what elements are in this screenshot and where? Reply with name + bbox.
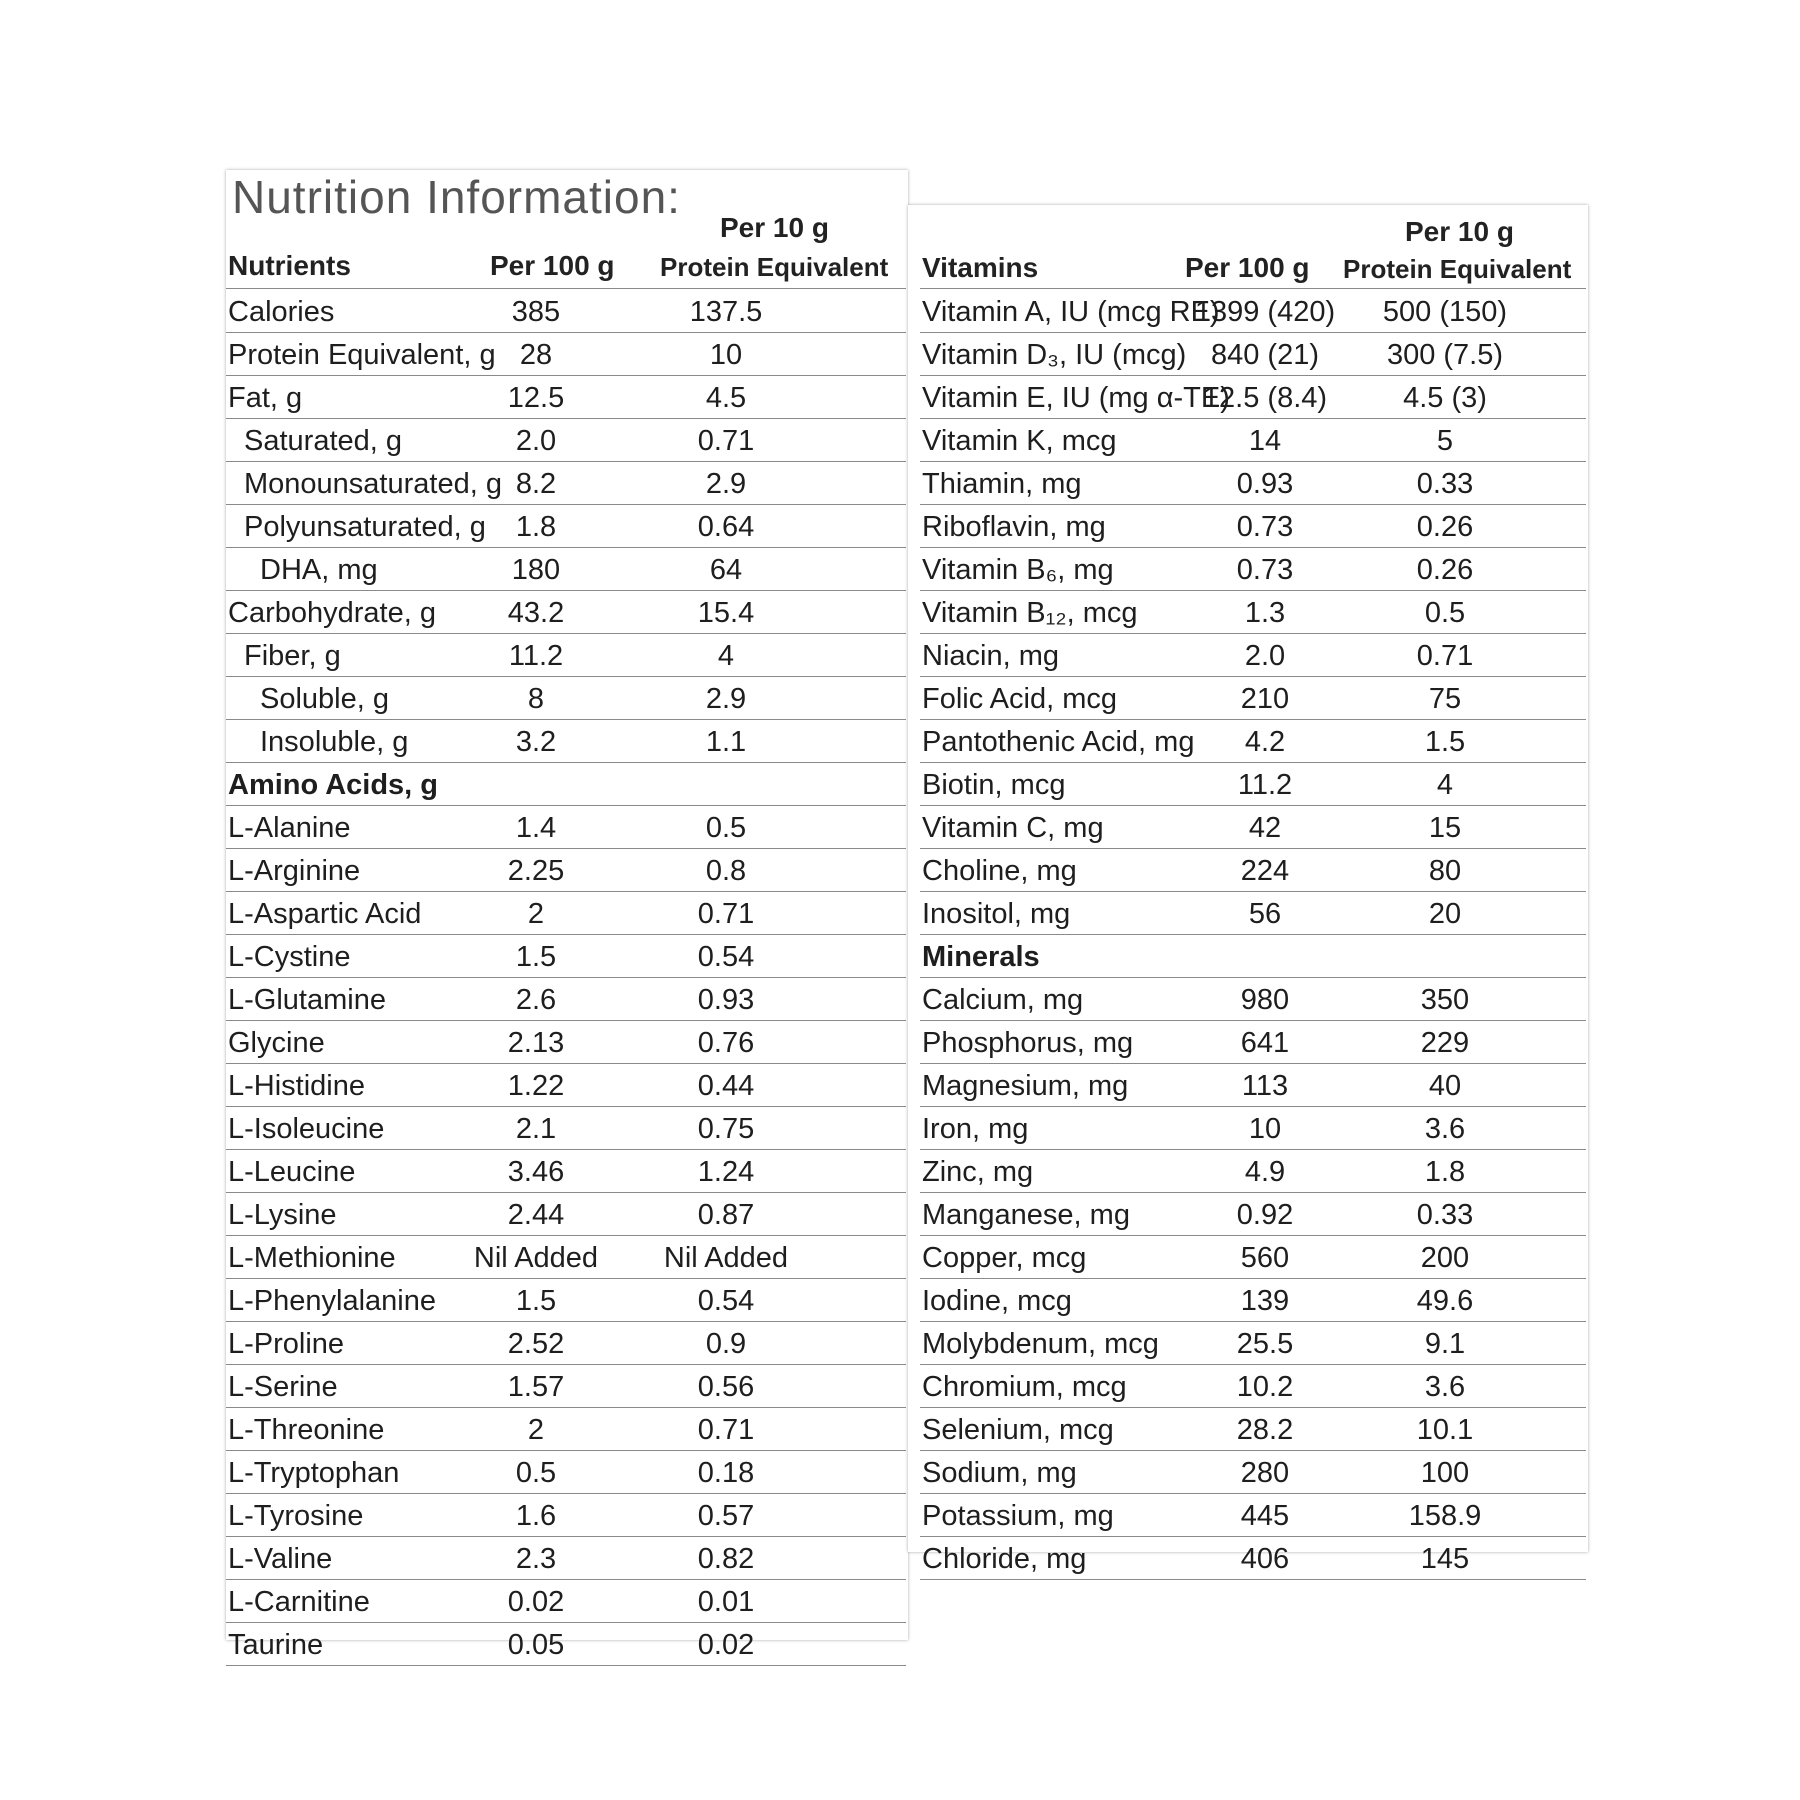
per-100g-value: 28 [519, 339, 553, 371]
per-100g-value: 445 [1240, 1500, 1290, 1532]
nutrient-name: Pantothenic Acid, mg [922, 726, 1195, 758]
per-10g-pe-value: 9.1 [1424, 1328, 1466, 1360]
per-100g-value: 43.2 [507, 597, 565, 629]
per-10g-pe-value: 0.01 [697, 1586, 755, 1618]
per-100g-value: 840 (21) [1210, 339, 1319, 371]
nutrient-name: Calcium, mg [922, 984, 1084, 1016]
page-title: Nutrition Information: [232, 171, 681, 223]
nutrient-name: Fiber, g [244, 640, 341, 672]
per-100g-value: 0.93 [1236, 468, 1294, 500]
nutrient-name: Fat, g [228, 382, 303, 414]
per-100g-value: 385 [511, 296, 561, 328]
nutrient-name: L-Lysine [228, 1199, 337, 1231]
per-10g-pe-value: 229 [1420, 1027, 1470, 1059]
table-row [920, 1150, 1586, 1193]
per-10g-pe-value: 350 [1420, 984, 1470, 1016]
per-10g-pe-value: 4.5 (3) [1403, 382, 1487, 414]
per-10g-pe-value: 0.75 [697, 1113, 755, 1145]
per-100g-value: 0.05 [507, 1629, 565, 1661]
table-row [920, 290, 1586, 333]
table-row [226, 1064, 906, 1107]
per-10g-pe-value: 0.71 [697, 425, 755, 457]
per-10g-pe-value: 137.5 [689, 296, 763, 328]
nutrient-name: Selenium, mcg [922, 1414, 1114, 1446]
per-10g-pe-value: 0.93 [697, 984, 755, 1016]
left-col2-header: Protein Equivalent [660, 252, 889, 282]
per-10g-pe-value: 1.8 [1424, 1156, 1466, 1188]
per-100g-value: 224 [1240, 855, 1290, 887]
per-100g-value: 210 [1240, 683, 1290, 715]
per-100g-value: 12.5 [507, 382, 565, 414]
table-row [226, 1580, 906, 1623]
table-row [226, 1107, 906, 1150]
nutrient-name: Potassium, mg [922, 1500, 1114, 1532]
table-row [920, 1322, 1586, 1365]
nutrients-table [226, 290, 906, 1666]
table-row [226, 333, 906, 376]
table-row [920, 1494, 1586, 1537]
per-10g-pe-value: 0.8 [705, 855, 747, 887]
nutrient-name: Glycine [228, 1027, 325, 1059]
right-header-divider [920, 288, 1586, 289]
per-10g-pe-value: 4 [1436, 769, 1454, 801]
table-row [920, 849, 1586, 892]
nutrient-name: Saturated, g [244, 425, 402, 457]
per-100g-value: 25.5 [1236, 1328, 1294, 1360]
per-100g-value: 8.2 [515, 468, 557, 500]
table-row [920, 1537, 1586, 1580]
nutrient-name: Molybdenum, mcg [922, 1328, 1159, 1360]
per-10g-pe-value: 0.26 [1416, 511, 1474, 543]
nutrient-name: L-Methionine [228, 1242, 396, 1274]
per-10g-pe-value: 10 [709, 339, 743, 371]
per-100g-value: 4.9 [1244, 1156, 1286, 1188]
table-row [920, 419, 1586, 462]
per-100g-value: 3.2 [515, 726, 557, 758]
table-row [920, 892, 1586, 935]
per-100g-value: 0.92 [1236, 1199, 1294, 1231]
nutrient-name: L-Alanine [228, 812, 351, 844]
table-row [920, 462, 1586, 505]
per-10g-pe-value: 3.6 [1424, 1371, 1466, 1403]
per-100g-value: 11.2 [508, 640, 564, 672]
table-row [920, 548, 1586, 591]
nutrient-name: Copper, mcg [922, 1242, 1087, 1274]
per-10g-pe-value: 500 (150) [1382, 296, 1508, 328]
table-row [920, 1193, 1586, 1236]
per-10g-pe-value: 0.44 [697, 1070, 755, 1102]
table-row [226, 1322, 906, 1365]
per-100g-value: 12.5 (8.4) [1202, 382, 1328, 414]
per-10g-pe-value: 0.71 [697, 898, 755, 930]
per-10g-pe-value: 80 [1428, 855, 1462, 887]
nutrient-name: L-Threonine [228, 1414, 385, 1446]
table-row [920, 1408, 1586, 1451]
nutrient-name: Iron, mg [922, 1113, 1029, 1145]
per-10g-pe-value: 0.64 [697, 511, 755, 543]
per-100g-value: 2.0 [515, 425, 557, 457]
table-row [920, 978, 1586, 1021]
nutrient-name: L-Cystine [228, 941, 351, 973]
right-name-header: Vitamins [922, 252, 1039, 283]
table-row [920, 1107, 1586, 1150]
per-100g-value: 2.13 [507, 1027, 565, 1059]
table-row [920, 505, 1586, 548]
nutrient-name: L-Carnitine [228, 1586, 370, 1618]
table-row [920, 763, 1586, 806]
table-row [226, 634, 906, 677]
table-row [226, 935, 906, 978]
nutrient-name: Chromium, mcg [922, 1371, 1127, 1403]
nutrient-name: L-Tyrosine [228, 1500, 364, 1532]
per-100g-value: 280 [1240, 1457, 1290, 1489]
per-10g-pe-value: 10.1 [1416, 1414, 1474, 1446]
per-10g-pe-value: 15.4 [697, 597, 755, 629]
per-100g-value: 11.2 [1237, 769, 1293, 801]
nutrient-name: L-Valine [228, 1543, 333, 1575]
per-100g-value: 0.02 [507, 1586, 565, 1618]
per-10g-pe-value: 0.26 [1416, 554, 1474, 586]
table-row [226, 591, 906, 634]
per-100g-value: 1.4 [515, 812, 557, 844]
nutrient-name: Vitamin C, mg [922, 812, 1104, 844]
per-10g-pe-value: 300 (7.5) [1386, 339, 1504, 371]
table-row [920, 1451, 1586, 1494]
table-row [226, 548, 906, 591]
per-100g-value: 1.22 [507, 1070, 565, 1102]
nutrient-name: L-Arginine [228, 855, 361, 887]
per-10g-pe-value: 0.82 [697, 1543, 755, 1575]
left-col1-header: Per 100 g [490, 250, 615, 281]
per-100g-value: 560 [1240, 1242, 1290, 1274]
table-row [226, 720, 906, 763]
nutrient-name: L-Leucine [228, 1156, 356, 1188]
table-row [226, 1150, 906, 1193]
nutrient-name: L-Tryptophan [228, 1457, 400, 1489]
nutrient-name: Taurine [228, 1629, 324, 1661]
table-row [226, 1408, 906, 1451]
table-row [226, 1537, 906, 1580]
nutrient-name: Zinc, mg [922, 1156, 1034, 1188]
left-header-divider [226, 288, 906, 289]
section-row [226, 763, 906, 806]
table-row [226, 677, 906, 720]
per-10g-pe-value: 1.5 [1424, 726, 1466, 758]
vitamins-minerals-table [920, 290, 1586, 1580]
per-10g-pe-value: 4 [717, 640, 735, 672]
per-10g-pe-value: 0.54 [697, 1285, 755, 1317]
table-row [920, 677, 1586, 720]
per-100g-value: 2 [527, 898, 545, 930]
table-row [226, 1236, 906, 1279]
per-10g-pe-value: 0.5 [1424, 597, 1466, 629]
per-10g-pe-value: 0.87 [697, 1199, 755, 1231]
nutrient-name: Vitamin K, mcg [922, 425, 1117, 457]
table-row [920, 1064, 1586, 1107]
nutrient-name: Thiamin, mg [922, 468, 1082, 500]
per-100g-value: 1.6 [515, 1500, 557, 1532]
per-10g-pe-value: 1.1 [705, 726, 747, 758]
table-row [920, 333, 1586, 376]
nutrient-name: L-Glutamine [228, 984, 386, 1016]
per-10g-pe-value: 0.33 [1416, 1199, 1474, 1231]
nutrient-name: Folic Acid, mcg [922, 683, 1117, 715]
table-row [226, 849, 906, 892]
table-row [226, 376, 906, 419]
per-100g-value: 180 [511, 554, 561, 586]
nutrient-name: Riboflavin, mg [922, 511, 1106, 543]
per-100g-value: 406 [1240, 1543, 1290, 1575]
nutrient-name: Biotin, mcg [922, 769, 1066, 801]
per-100g-value: 2 [527, 1414, 545, 1446]
per-10g-pe-value: 0.33 [1416, 468, 1474, 500]
right-col2-header: Protein Equivalent [1343, 254, 1572, 284]
per-100g-value: 1.5 [515, 1285, 557, 1317]
left-name-header: Nutrients [228, 250, 351, 281]
table-row [226, 462, 906, 505]
right-col1-header: Per 100 g [1185, 252, 1310, 283]
table-row [920, 591, 1586, 634]
per-10g-pe-value: 200 [1420, 1242, 1470, 1274]
per-100g-value: 10 [1248, 1113, 1282, 1145]
per-10g-pe-value: 2.9 [705, 683, 747, 715]
per-10g-pe-value: 0.02 [697, 1629, 755, 1661]
table-row [226, 978, 906, 1021]
per-100g-value: 0.73 [1236, 554, 1294, 586]
table-row [226, 806, 906, 849]
per-10g-pe-value: 145 [1420, 1543, 1470, 1575]
table-row [226, 505, 906, 548]
per-100g-value: 8 [527, 683, 545, 715]
table-row [226, 1279, 906, 1322]
nutrient-name: DHA, mg [260, 554, 378, 586]
per-100g-value: 1.5 [515, 941, 557, 973]
table-row [920, 634, 1586, 677]
per-10g-pe-value: 0.18 [697, 1457, 755, 1489]
per-100g-value: 1.3 [1244, 597, 1286, 629]
per-10g-pe-value: 5 [1436, 425, 1454, 457]
per-100g-value: 14 [1248, 425, 1282, 457]
left-col2-top-header: Per 10 g [720, 212, 829, 243]
per-100g-value: Nil Added [473, 1242, 599, 1274]
per-10g-pe-value: 0.57 [697, 1500, 755, 1532]
table-row [920, 1365, 1586, 1408]
per-10g-pe-value: 15 [1428, 812, 1462, 844]
table-row [226, 1365, 906, 1408]
section-label: Amino Acids, g [228, 769, 438, 801]
per-100g-value: 2.1 [515, 1113, 557, 1145]
per-10g-pe-value: 0.5 [705, 812, 747, 844]
nutrient-name: L-Serine [228, 1371, 338, 1403]
per-100g-value: 56 [1248, 898, 1282, 930]
nutrient-name: Calories [228, 296, 335, 328]
per-100g-value: 139 [1240, 1285, 1290, 1317]
per-10g-pe-value: 40 [1428, 1070, 1462, 1102]
nutrient-name: Polyunsaturated, g [244, 511, 486, 543]
per-10g-pe-value: 158.9 [1408, 1500, 1482, 1532]
per-100g-value: 1.57 [507, 1371, 565, 1403]
nutrient-name: Iodine, mcg [922, 1285, 1072, 1317]
per-10g-pe-value: 49.6 [1416, 1285, 1474, 1317]
per-10g-pe-value: Nil Added [663, 1242, 789, 1274]
table-row [920, 1279, 1586, 1322]
table-row [226, 290, 906, 333]
nutrient-name: Manganese, mg [922, 1199, 1130, 1231]
per-10g-pe-value: 2.9 [705, 468, 747, 500]
per-100g-value: 0.5 [515, 1457, 557, 1489]
per-100g-value: 1399 (420) [1194, 296, 1336, 328]
nutrient-name: Inositol, mg [922, 898, 1071, 930]
table-row [920, 720, 1586, 763]
per-100g-value: 113 [1241, 1070, 1289, 1102]
per-100g-value: 2.0 [1244, 640, 1286, 672]
per-10g-pe-value: 0.71 [697, 1414, 755, 1446]
per-10g-pe-value: 1.24 [697, 1156, 755, 1188]
right-col2-top-header: Per 10 g [1405, 216, 1514, 247]
per-100g-value: 2.52 [507, 1328, 565, 1360]
per-100g-value: 42 [1248, 812, 1282, 844]
nutrient-name: Protein Equivalent, g [228, 339, 496, 371]
per-10g-pe-value: 20 [1428, 898, 1462, 930]
nutrient-name: Vitamin B₁₂, mcg [922, 597, 1138, 629]
per-100g-value: 641 [1240, 1027, 1290, 1059]
table-row [226, 892, 906, 935]
per-10g-pe-value: 0.54 [697, 941, 755, 973]
per-10g-pe-value: 0.71 [1416, 640, 1474, 672]
table-row [920, 1236, 1586, 1279]
per-100g-value: 10.2 [1236, 1371, 1294, 1403]
table-row [226, 1623, 906, 1666]
per-100g-value: 0.73 [1236, 511, 1294, 543]
per-10g-pe-value: 75 [1428, 683, 1462, 715]
nutrient-name: Vitamin E, IU (mg α-TE) [922, 382, 1230, 414]
table-row [226, 1451, 906, 1494]
nutrient-name: Vitamin D₃, IU (mcg) [922, 339, 1187, 371]
table-row [226, 1494, 906, 1537]
per-100g-value: 4.2 [1244, 726, 1286, 758]
nutrient-name: Soluble, g [260, 683, 389, 715]
nutrient-name: Sodium, mg [922, 1457, 1077, 1489]
per-10g-pe-value: 100 [1420, 1457, 1470, 1489]
per-100g-value: 2.6 [515, 984, 557, 1016]
per-10g-pe-value: 3.6 [1424, 1113, 1466, 1145]
nutrient-name: L-Phenylalanine [228, 1285, 436, 1317]
per-100g-value: 28.2 [1236, 1414, 1294, 1446]
nutrient-name: Monounsaturated, g [244, 468, 502, 500]
nutrient-name: Vitamin A, IU (mcg RE) [922, 296, 1220, 328]
per-10g-pe-value: 0.76 [697, 1027, 755, 1059]
nutrient-name: Chloride, mg [922, 1543, 1087, 1575]
per-100g-value: 980 [1240, 984, 1290, 1016]
per-10g-pe-value: 0.56 [697, 1371, 755, 1403]
table-row [226, 1021, 906, 1064]
nutrient-name: L-Aspartic Acid [228, 898, 422, 930]
table-row [226, 419, 906, 462]
nutrient-name: Carbohydrate, g [228, 597, 436, 629]
section-row [920, 935, 1586, 978]
table-row [920, 806, 1586, 849]
per-100g-value: 2.3 [515, 1543, 557, 1575]
table-row [920, 1021, 1586, 1064]
nutrient-name: Phosphorus, mg [922, 1027, 1134, 1059]
table-row [226, 1193, 906, 1236]
per-100g-value: 1.8 [515, 511, 557, 543]
table-row [920, 376, 1586, 419]
section-label: Minerals [922, 941, 1040, 973]
nutrient-name: L-Proline [228, 1328, 345, 1360]
nutrient-name: Choline, mg [922, 855, 1077, 887]
per-100g-value: 3.46 [507, 1156, 565, 1188]
nutrient-name: Insoluble, g [260, 726, 409, 758]
per-10g-pe-value: 0.9 [705, 1328, 747, 1360]
per-10g-pe-value: 4.5 [705, 382, 747, 414]
per-10g-pe-value: 64 [709, 554, 743, 586]
per-100g-value: 2.44 [507, 1199, 565, 1231]
per-100g-value: 2.25 [507, 855, 565, 887]
nutrient-name: Magnesium, mg [922, 1070, 1129, 1102]
nutrient-name: Vitamin B₆, mg [922, 554, 1114, 586]
nutrient-name: L-Histidine [228, 1070, 365, 1102]
nutrient-name: L-Isoleucine [228, 1113, 385, 1145]
nutrient-name: Niacin, mg [922, 640, 1059, 672]
